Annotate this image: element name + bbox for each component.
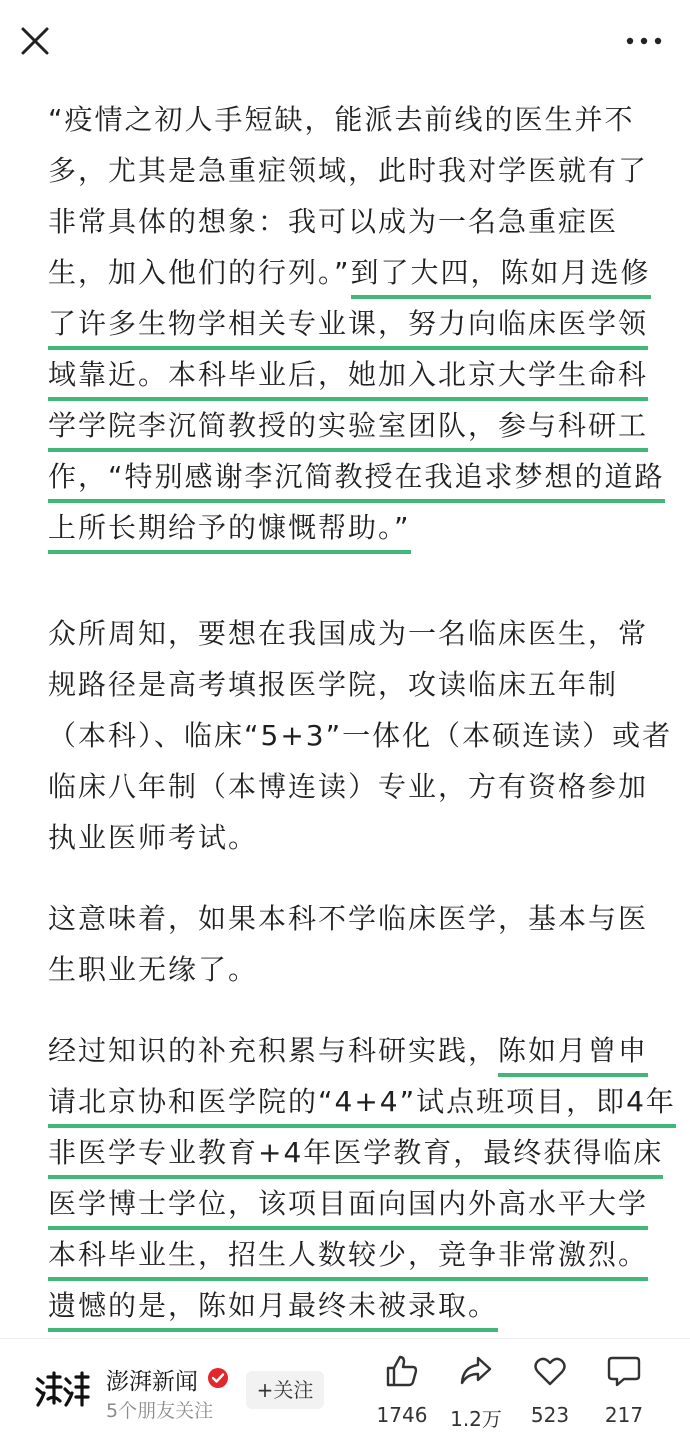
article-paragraph-3: [48, 893, 648, 995]
text-line: [48, 1178, 648, 1229]
like-count: 1746: [376, 1403, 428, 1427]
text-segment: 众所周知，要想在我国成为一名临床医生，常: [48, 617, 649, 650]
close-button[interactable]: [18, 24, 52, 58]
share-arrow-icon: [458, 1353, 494, 1389]
highlighted-text: 到了大四，陈如月选修: [351, 251, 651, 299]
text-segment: 规路径是高考填报医学院，攻读临床五年制: [48, 668, 619, 701]
friends-following-count: 5个朋友关注: [106, 1400, 214, 1422]
favorite-count: 523: [530, 1403, 570, 1427]
highlighted-text: 上所长期给予的慷慨帮助。”: [48, 506, 411, 554]
text-segment: 经过知识的补充积累与科研实践，: [48, 1034, 499, 1067]
text-line: [48, 1127, 664, 1178]
text-segment: （本科）、临床“5+3”一体化（本硕连读）或者: [48, 719, 673, 752]
close-icon: [18, 24, 52, 58]
highlighted-text: 作，“特别感谢李沉简教授在我追求梦想的道路: [48, 455, 665, 503]
bottom-bar: [0, 1338, 690, 1441]
text-line: [48, 196, 648, 247]
text-line: [48, 710, 673, 761]
text-segment: 生职业无缘了。: [48, 953, 259, 986]
highlighted-text: 遗憾的是，陈如月最终未被录取。: [48, 1284, 498, 1332]
more-dots-icon: [624, 26, 664, 56]
article-paragraph-2: [48, 608, 673, 863]
text-segment: 多，尤其是急重症领域，此时我对学医就有了: [48, 154, 649, 187]
text-line: [48, 94, 648, 145]
text-segment: 这意味着，如果本科不学临床医学，基本与医: [48, 902, 649, 935]
article-body: [0, 82, 690, 1338]
text-line: [48, 944, 648, 995]
thumbs-up-icon: [384, 1353, 420, 1389]
text-line: [48, 761, 648, 812]
highlighted-text: 医学博士学位，该项目面向国内外高水平大学: [48, 1182, 648, 1230]
heart-icon: [532, 1353, 568, 1389]
highlighted-text: 学学院李沉简教授的实验室团队，参与科研工: [48, 404, 648, 452]
share-button[interactable]: [436, 1353, 516, 1439]
text-line: [48, 247, 651, 298]
share-count: 1.2万: [450, 1407, 502, 1431]
text-segment: “疫情之初人手短缺，能派去前线的医生并不: [48, 103, 635, 136]
text-line: [48, 400, 648, 451]
highlighted-text: 非医学专业教育+4年医学教育，最终获得临床: [48, 1131, 663, 1179]
text-segment: 执业医师考试。: [48, 821, 259, 854]
text-line: [48, 1025, 648, 1076]
text-line: [48, 145, 648, 196]
publisher-name[interactable]: 澎湃新闻: [106, 1369, 198, 1395]
text-line: [48, 608, 648, 659]
favorite-button[interactable]: [510, 1353, 590, 1439]
comment-count: 217: [604, 1403, 644, 1427]
text-line: [48, 451, 665, 502]
verified-badge-icon: [207, 1367, 229, 1389]
comment-button[interactable]: [584, 1353, 664, 1439]
the-paper-logo-icon[interactable]: [34, 1369, 92, 1415]
highlighted-text: 本科毕业生，招生人数较少，竞争非常激烈。: [48, 1233, 648, 1281]
highlighted-text: 请北京协和医学院的“4+4”试点班项目，即4年: [48, 1080, 676, 1128]
highlighted-text: 陈如月曾申: [498, 1029, 648, 1077]
text-segment: 非常具体的想象：我可以成为一名急重症医: [48, 205, 619, 238]
article-paragraph-1: [48, 94, 665, 553]
follow-button[interactable]: +关注: [246, 1371, 324, 1409]
text-line: [48, 1076, 676, 1127]
like-button[interactable]: [362, 1353, 442, 1439]
text-line: [48, 502, 648, 553]
text-line: [48, 1280, 648, 1331]
text-segment: 生，加入他们的行列。”: [48, 256, 351, 289]
text-line: [48, 1229, 648, 1280]
text-line: [48, 349, 648, 400]
text-line: [48, 298, 648, 349]
more-options-button[interactable]: [624, 26, 664, 56]
comment-bubble-icon: [606, 1353, 642, 1389]
text-segment: 临床八年制（本博连读）专业，方有资格参加: [48, 770, 649, 803]
text-line: [48, 893, 648, 944]
article-paragraph-4: [48, 1025, 676, 1331]
top-bar: [0, 0, 690, 82]
text-line: [48, 812, 648, 863]
text-line: [48, 659, 648, 710]
highlighted-text: 域靠近。本科毕业后，她加入北京大学生命科: [48, 353, 648, 401]
highlighted-text: 了许多生物学相关专业课，努力向临床医学领: [48, 302, 648, 350]
